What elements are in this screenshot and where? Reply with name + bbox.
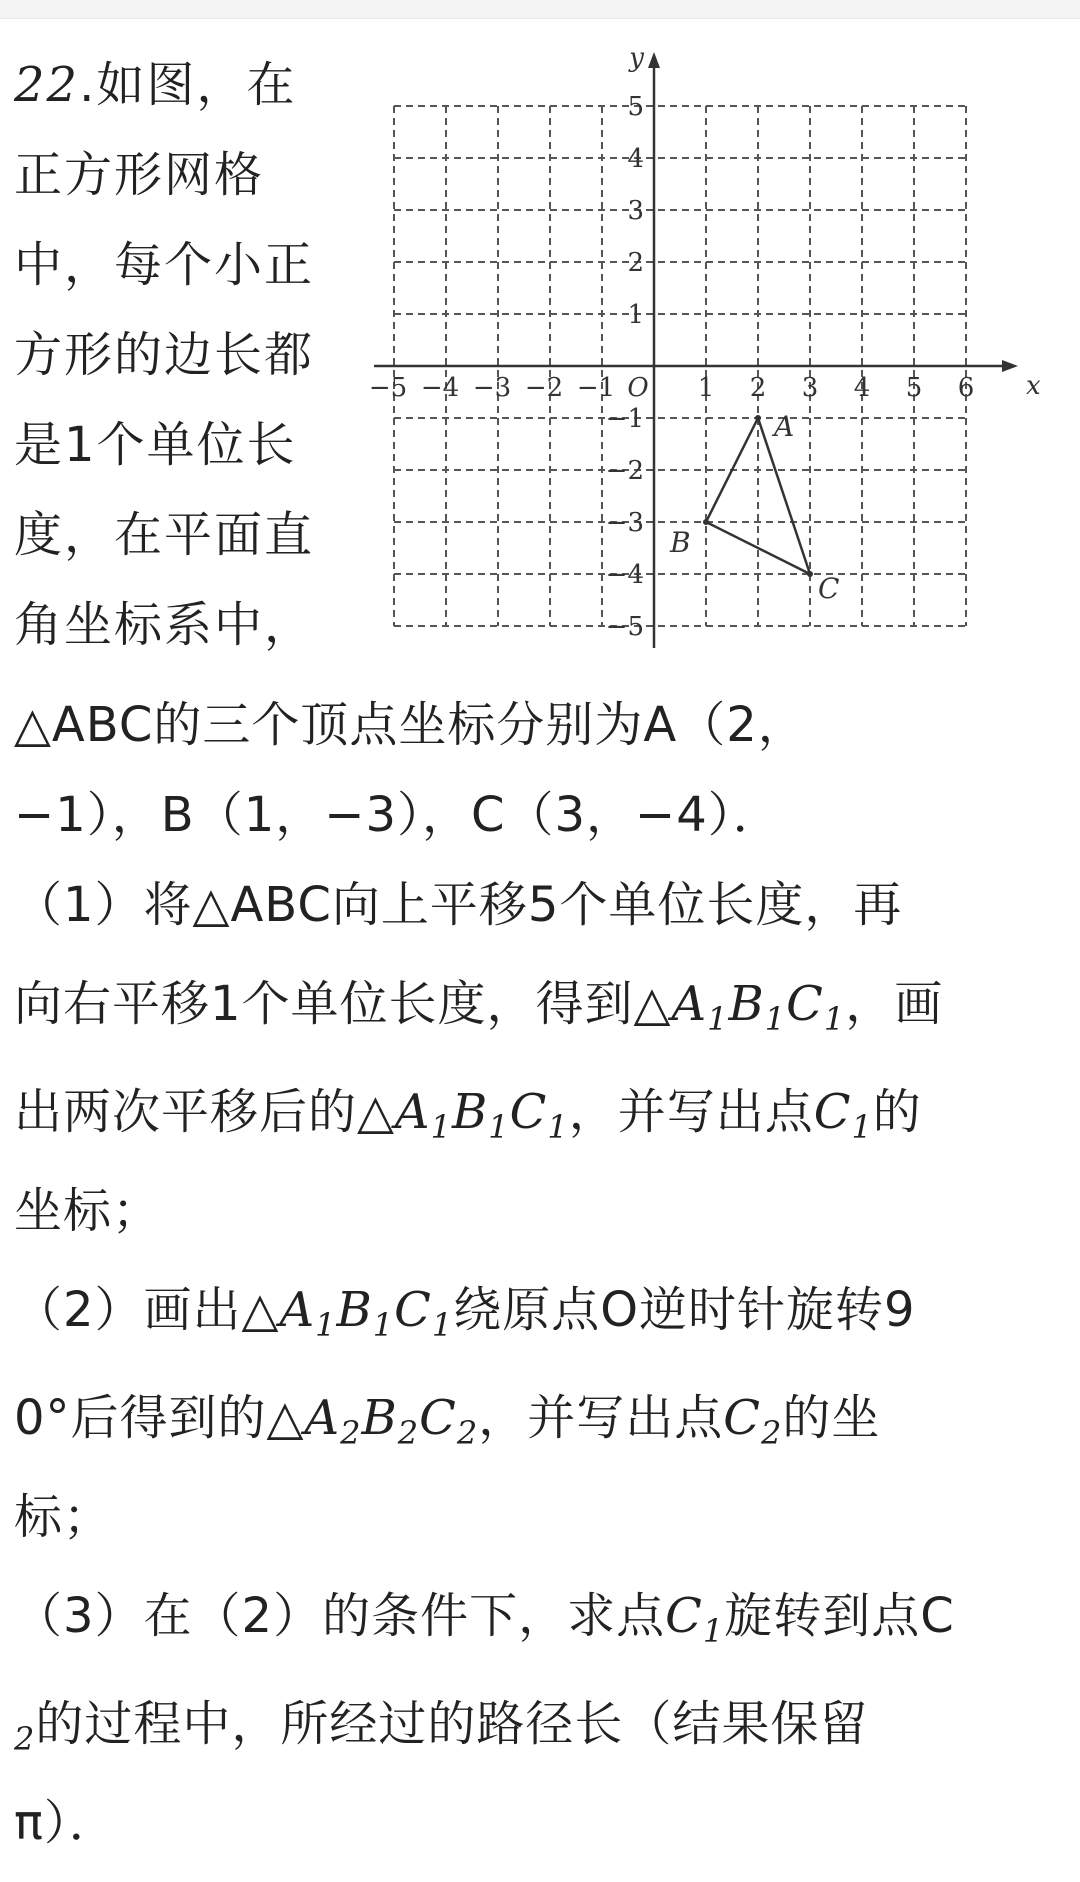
x-tick-label: −2 bbox=[524, 373, 564, 403]
vertex-label-a: A bbox=[774, 410, 795, 443]
y-tick-label: −1 bbox=[605, 404, 644, 434]
tick-labels bbox=[369, 43, 1041, 642]
y-tick-label: 4 bbox=[627, 144, 644, 174]
y-axis-label: y bbox=[629, 43, 644, 73]
top-bar bbox=[0, 0, 1080, 19]
triangle-abc bbox=[669, 410, 839, 605]
origin-label: O bbox=[627, 373, 649, 403]
x-tick-label: 4 bbox=[853, 373, 871, 403]
question-3-line-3: π）． bbox=[14, 1795, 118, 1851]
question-2-line-2: 0°后得到的$\triangle A_2B_2C_2$，并写出点$C_2$的坐 bbox=[14, 1390, 881, 1452]
coordinate-figure bbox=[368, 43, 1079, 666]
x-tick-label: −4 bbox=[420, 373, 460, 403]
question-2-line-3: 标； bbox=[14, 1489, 113, 1545]
x-tick-label: 5 bbox=[905, 373, 923, 403]
y-tick-label: −5 bbox=[605, 612, 644, 642]
body-line-1: △ABC的三个顶点坐标分别为A（2， bbox=[14, 697, 807, 753]
y-tick-label: −2 bbox=[605, 456, 644, 486]
question-2-line-1: （2）画出$\triangle A_1B_1C_1$绕原点O逆时针旋转9 bbox=[14, 1282, 916, 1344]
question-3-line-1: （3）在（2）的条件下，求点$C_1$旋转到点C bbox=[14, 1588, 955, 1650]
question-1-line-4: 坐标； bbox=[14, 1183, 162, 1239]
question-1-line-1: （1）将△ABC向上平移5个单位长度，再 bbox=[14, 877, 903, 933]
x-axis-arrow bbox=[1002, 360, 1018, 372]
y-tick-label: −4 bbox=[605, 560, 644, 590]
vertex-label-c: C bbox=[818, 572, 840, 605]
intro-line-6: 度，在平面直 bbox=[14, 507, 315, 563]
problem-body bbox=[14, 680, 1066, 1868]
x-tick-label: −3 bbox=[472, 373, 512, 403]
y-axis-arrow bbox=[648, 52, 660, 68]
intro-line-4: 方形的边长都 bbox=[14, 327, 315, 383]
x-tick-label: 3 bbox=[801, 373, 819, 403]
y-tick-label: −3 bbox=[605, 508, 644, 538]
axes bbox=[374, 52, 1018, 648]
vertex-point-b bbox=[703, 519, 709, 525]
question-1-line-2: 向右平移1个单位长度，得到$\triangle A_1B_1C_1$，画 bbox=[14, 976, 944, 1038]
intro-line-7: 角坐标系中， bbox=[14, 597, 315, 653]
coordinate-plane bbox=[368, 43, 1079, 666]
intro-line-3: 中，每个小正 bbox=[14, 237, 315, 293]
y-tick-label: 5 bbox=[627, 92, 644, 122]
x-tick-label: 6 bbox=[957, 373, 975, 403]
y-tick-label: 2 bbox=[627, 248, 644, 278]
y-tick-label: 3 bbox=[627, 196, 644, 226]
vertex-label-b: B bbox=[670, 526, 691, 559]
intro-line-5: 是1个单位长 bbox=[14, 417, 297, 473]
question-3-line-2: $_2$的过程中，所经过的路径长（结果保留 bbox=[14, 1696, 869, 1758]
x-tick-label: 2 bbox=[749, 373, 767, 403]
y-tick-label: 1 bbox=[627, 300, 644, 330]
x-axis-label: x bbox=[1026, 371, 1041, 401]
problem-intro bbox=[14, 40, 359, 670]
body-line-2: −1），B（1，−3），C（3，−4）． bbox=[14, 787, 782, 843]
problem-number: 22 bbox=[14, 57, 80, 113]
x-tick-label: −5 bbox=[368, 373, 408, 403]
question-1-line-3: 出两次平移后的$\triangle A_1B_1C_1$，并写出点$C_1$的 bbox=[14, 1084, 922, 1146]
x-tick-label: −1 bbox=[576, 373, 616, 403]
intro-line-1: 22.如图，在 bbox=[14, 57, 297, 113]
vertex-point-c bbox=[807, 571, 813, 577]
intro-line-2: 正方形网格 bbox=[14, 147, 265, 203]
vertex-point-a bbox=[755, 415, 761, 421]
x-tick-label: 1 bbox=[697, 373, 715, 403]
